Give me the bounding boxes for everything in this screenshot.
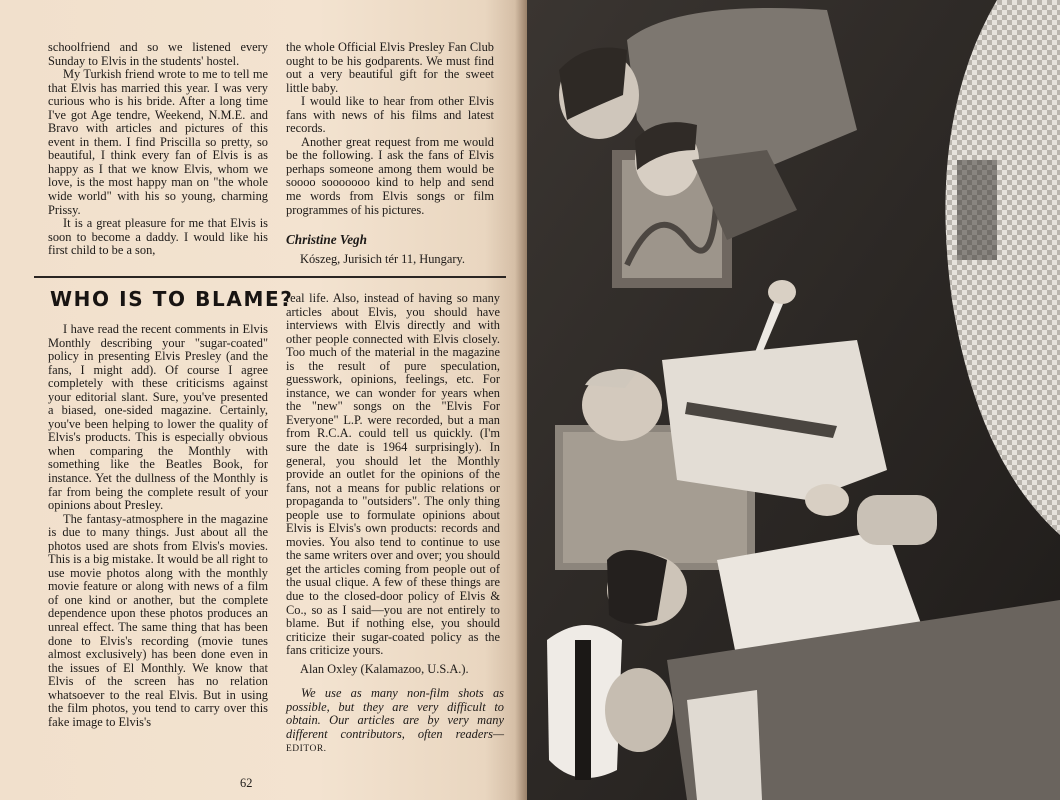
paragraph: Another great request from me would be the following. I ask the fans of Elvis perhaps someone among them would be soooo sooooooo kind to help and send me words from Elvis songs or film programmes of his pictures. [286,134,494,217]
paragraph: I would like to hear from other Elvis fans with news of his films and latest records. [286,94,494,136]
editor-note [286,687,504,757]
paragraph: The fantasy-atmosphere in the magazine is due to many things. Just about all the photos used are shots from Elvis's movies. This is a big mistake. It would be all right to use movie photos along with the monthly movie feature or along with news of a film of one kind or another, but the complete dependence upon these photos produces an unreal effect. The same thing that has been done to Elvis's recording (movie tunes almost exclusively) has been done even in the issues of El Monthly. We know that Elvis of the screen has no relation whatsoever to the real Elvis. But in using the film photos, you tend to carry over this fake image to Elvis's [48,511,268,729]
letter-two-column-1 [48,323,268,729]
editor-tag: EDITOR. [286,744,327,755]
section-divider [34,276,506,278]
paragraph: I have read the recent comments in Elvis Monthly describing your "sugar-coated" policy in presenting Elvis Presley (and the fans, I might add). Of course I agree completely with these criticisms against your editorial slant. Sure, you've presented a biased, one-sided magazine. Certainly, you've been helping to lower the quality of Elvis's products. This is especially obvious when comparing the Monthly with something like the Beatles Book, for instance. Yet the dullness of the Monthly is far from being the complete result of your opinions about Presley. [48,322,268,513]
page-number: 62 [240,776,253,790]
magazine-page-left [0,0,527,800]
letter-one-address: Kószeg, Jurisich tér 11, Hungary. [300,252,465,266]
paragraph: My Turkish friend wrote to me to tell me that Elvis has married this year. I was very curious who is his bride. After a long time I've got Age tendre, Weekend, N.M.E. and Bravo with articles and pictures of this event in them. I find Priscilla so pretty, so beautiful, I think every fan of Elvis is as happy as I that we know Elvis, whom we love, is the most happy man on "the whole wide world" with his so young, charming Prissy. [48,67,268,217]
paragraph: real life. Also, instead of having so many articles about Elvis, you should have interviews with Elvis directly and with other people connected with Elvis closely. Too much of the material in the magazine is the result of pure speculation, guesswork, opinions, feelings, etc. For instance, we can wonder for years when the "new" songs on the "Elvis For Everyone" L.P. were recorded, but a man from R.C.A. could tell us quickly. (I'm sure the date is 1964 surprisingly). In general, you should let the Monthly provide an outlet for the opinions of the fans, not a means for public relations or propaganda to "outsiders". The only thing people use to formulate opinions about Elvis is Elvis's own products: records and movies. You also tend to continue to use the same writers over and over; you should get the articles coming from people out of the usual clique. A few of these things are due to the closed-door policy of Elvis & Co., so as I said—you are not entirely to blame. But if nothing else, you should criticize their sugar-coated policy as the fans criticize yours. [286,291,500,658]
letter-one-signature: Christine Vegh [286,232,367,247]
paragraph: schoolfriend and so we listened every Sunday to Elvis in the students' hostel. [48,40,268,68]
paragraph: the whole Official Elvis Presley Fan Club ought to be his godparents. We must find out a very beautiful gift for the sweet little baby. [286,40,494,95]
letter-one-column-2 [286,41,494,217]
photo-illustration [527,0,1060,800]
editor-note-text: We use as many non-film shots as possible, but they are very difficult to obtain. Our articles are by very many different contributors, often readers— [286,686,504,741]
article-headline: WHO IS TO BLAME? [50,287,294,311]
paragraph: It is a great pleasure for me that Elvis is soon to become a daddy. I would like his first child to be a son, [48,216,268,258]
letter-one-column-1 [48,41,268,258]
letter-two-byline: Alan Oxley (Kalamazoo, U.S.A.). [300,662,469,676]
letter-two-column-2 [286,292,500,658]
movie-still-photo [527,0,1060,800]
